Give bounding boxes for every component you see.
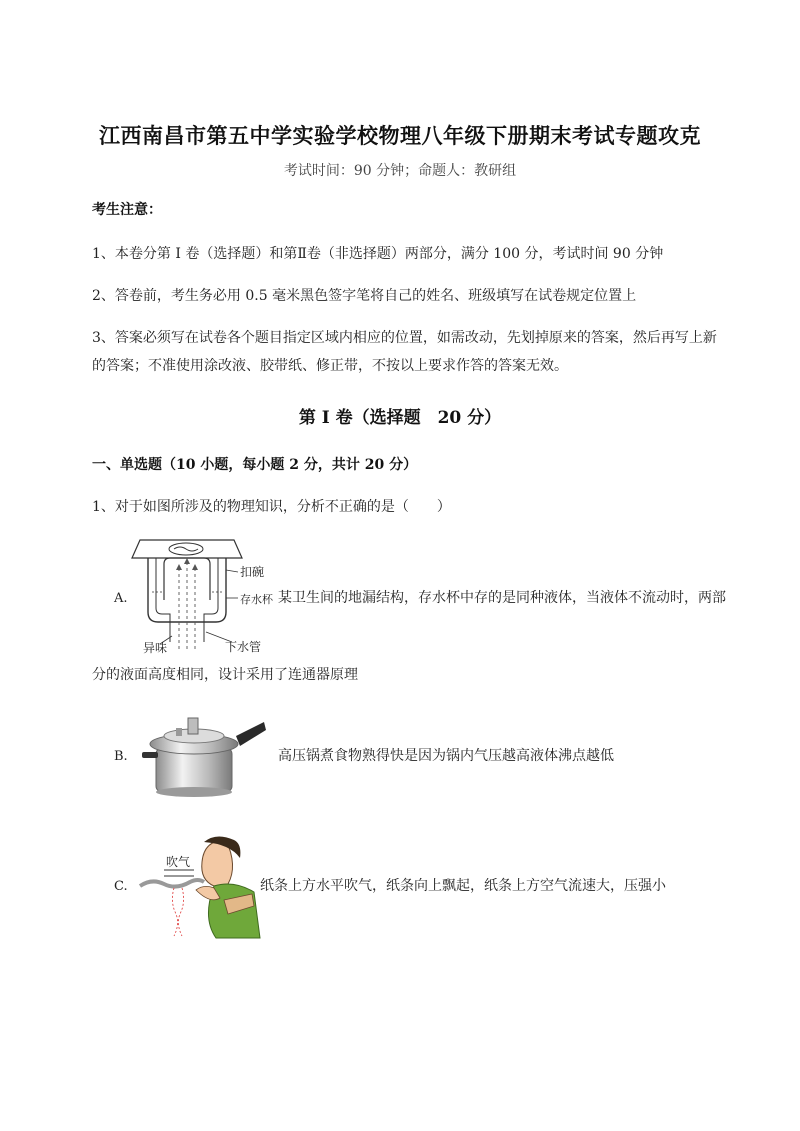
notice-item-3-line-2: 的答案；不准使用涂改液、胶带纸、修正带，不按以上要求作答的答案无效。 xyxy=(92,358,568,374)
notice-item-1: 1、本卷分第 I 卷（选择题）和第Ⅱ卷（非选择题）两部分，满分 100 分，考试时间 90 分钟 xyxy=(92,246,664,262)
option-c-letter: C. xyxy=(114,879,128,894)
section-title: 第 I 卷（选择题 20 分） xyxy=(298,408,502,428)
option-a-text-line-2: 分的液面高度相同，设计采用了连通器原理 xyxy=(92,667,358,683)
notice-heading: 考生注意： xyxy=(92,202,162,218)
label-cover: 扣碗 xyxy=(240,565,265,579)
blowing-paper-illustration xyxy=(134,834,264,942)
part-heading: 一、单选题（10 小题，每小题 2 分，共计 20 分） xyxy=(92,457,418,473)
document-title: 江西南昌市第五中学实验学校物理八年级下册期末考试专题攻克 xyxy=(99,123,701,148)
option-b-text: 高压锅煮食物熟得快是因为锅内气压越高液体沸点越低 xyxy=(278,748,614,764)
option-a-text-line-1: 某卫生间的地漏结构，存水杯中存的是同种液体，当液体不流动时，两部 xyxy=(278,590,726,606)
notice-item-2: 2、答卷前，考生务必用 0.5 毫米黑色签字笔将自己的姓名、班级填写在试卷规定位置上 xyxy=(92,288,637,304)
label-smell: 异味 xyxy=(143,641,168,655)
label-pipe: 下水管 xyxy=(225,640,262,654)
label-blow: 吹气 xyxy=(166,855,191,869)
question-stem: 1、对于如图所涉及的物理知识，分析不正确的是（ ） xyxy=(92,499,451,515)
option-b-letter: B. xyxy=(114,749,128,764)
label-cup: 存水杯 xyxy=(240,593,273,606)
option-a-letter: A. xyxy=(114,591,128,606)
notice-item-3 xyxy=(92,324,752,380)
exam-info: 考试时间：90 分钟；命题人：教研组 xyxy=(283,163,517,179)
notice-item-3-line-1: 3、答案必须写在试卷各个题目指定区域内相应的位置，如需改动，先划掉原来的答案，然后再写上新 xyxy=(92,330,717,346)
pressure-cooker-image xyxy=(140,708,268,800)
option-c-text: 纸条上方水平吹气，纸条向上飘起，纸条上方空气流速大，压强小 xyxy=(260,878,666,894)
